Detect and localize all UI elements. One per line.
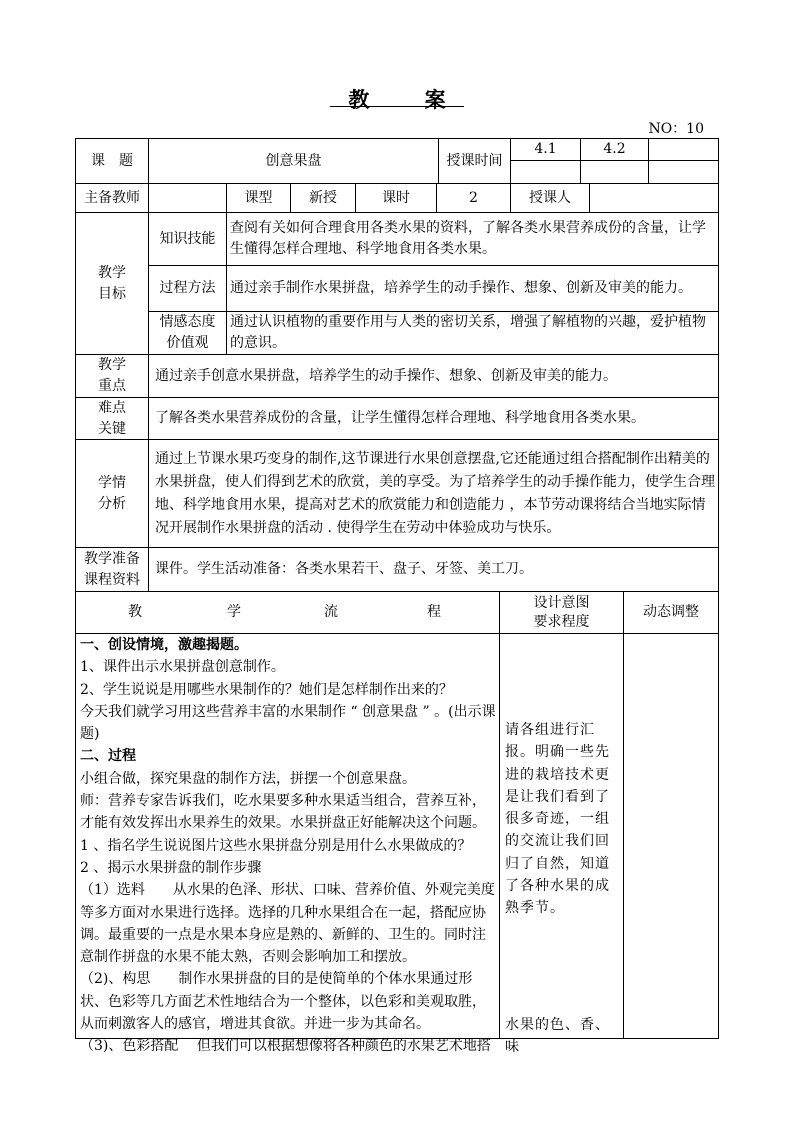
analysis-label: [76, 440, 148, 547]
lecturer-value: [590, 184, 718, 212]
process-header-c3: 流: [324, 604, 338, 620]
type-label: 课型: [244, 189, 273, 206]
goal-process-text: 通过亲手制作水果拼盘，培养学生的动手操作、想象、创新及审美的能力。: [230, 280, 692, 296]
goals-label-line-2: 目标: [98, 285, 126, 302]
process-line: 一、创设情境，激趣揭题。: [80, 637, 248, 653]
analysis-text: 通过上节课水果巧变身的制作,这节课进行水果创意摆盘,它还能通过组合搭配制作出精美的水果拼盘，使人们得到艺术的欣赏，美的享受。为了培养学生的动手操作能力，使学生合理地、科学地食用水果，提高对艺术的欣赏能力和创造能力 ，本节劳动课将结合当地实际情况开展制作水果拼盘的活动 . 使得学生在劳动中体验成功与快乐。: [155, 450, 715, 536]
difficulties-text: 了解各类水果营养成份的含量，让学生懂得怎样合理地、科学地食用各类水果。: [155, 410, 645, 426]
difficulties-label: [76, 398, 148, 439]
goal-knowledge-text: 查阅有关如何合理食用各类水果的资料，了解各类水果营养成份的含量，让学生懂得怎样合理地、科学地食用各类水果。: [230, 220, 706, 257]
process-header: [76, 592, 499, 633]
difficulties-label-2: 关键: [98, 420, 126, 437]
process-line: （2)、构思 制作水果拼盘的目的是使简单的个体水果通过形状、色彩等几方面艺术性地结合为一个整体，以色彩和美观取胜，从而刺激客人的感官，增进其食欲。并进一步为其命名。: [80, 971, 486, 1033]
date-cell-4: [511, 161, 580, 183]
date-cell-1: 4.1: [534, 141, 557, 157]
title-underline: [330, 106, 464, 107]
hours-value: 2: [469, 189, 478, 206]
prep-text: 课件。学生活动准备：各类水果若干、盘子、牙签、美工刀。: [155, 561, 533, 577]
design-intent-text-1: 请各组进行汇报。明确一些先进的栽培技术更是让我们看到了很多奇迹，一组的交流让我们回归了自然，知道了各种水果的成熟季节。: [505, 722, 610, 917]
design-intent-text-2: 水果的色、香、味: [505, 1017, 610, 1055]
type-value: 新授: [309, 189, 337, 206]
topic-label: 课 题: [91, 152, 133, 169]
process-header-c4: 程: [427, 604, 441, 620]
lecturer-label: 授课人: [529, 189, 571, 206]
teacher-label: 主备教师: [84, 189, 140, 206]
key-points-label: [76, 355, 148, 397]
process-line: 1、课件出示水果拼盘创意制作。: [80, 659, 285, 676]
process-line: （3)、色彩搭配 但我们可以根据想像将各种颜色的水果艺术地搭: [80, 1038, 491, 1055]
date-cell-5: [581, 161, 648, 183]
process-line: 今天我们就学习用这些营养丰富的水果制作 “ 创意果盘 ” 。(出示课题): [80, 703, 496, 743]
process-header-c2: 学: [227, 604, 241, 620]
process-line: 1 、指名学生说说图片这些水果拼盘分别是用什么水果做成的？: [80, 837, 472, 854]
process-line: 2、学生说说是用哪些水果制作的？她们是怎样制作出来的？: [80, 681, 453, 698]
document-title: [0, 84, 794, 114]
goal-attitude-label-2: 价值观: [166, 335, 209, 351]
key-points-text: 通过亲手创意水果拼盘，培养学生的动手操作、想象、创新及审美的能力。: [155, 367, 617, 384]
document-number: NO：10: [648, 121, 704, 137]
process-line: 2 、揭示水果拼盘的制作步骤: [80, 859, 262, 876]
key-points-label-2: 重点: [98, 378, 126, 394]
design-intent-header-1: 设计意图: [533, 594, 590, 611]
date-cell-6: [649, 161, 718, 183]
title-char-2: 案: [424, 87, 446, 112]
date-cell-2: 4.2: [603, 141, 626, 157]
prep-label-1: 教学准备: [84, 550, 140, 567]
date-cell-3: [649, 139, 718, 160]
title-char-1: 教: [348, 87, 370, 112]
goal-process-label: 过程方法: [159, 280, 216, 296]
design-intent-header: [500, 592, 623, 633]
dynamic-adjust-header: 动态调整: [643, 604, 699, 620]
process-line: 小组合做，探究果盘的制作方法，拼摆一个创意果盘。: [80, 770, 416, 787]
process-line: （1）选料 从水果的色泽、形状、口味、营养价值、外观完美度等多方面对水果进行选择。选择的几种水果组合在一起，搭配应协调。最重要的一点是水果本身应是熟的、新鲜的、卫生的。同时注意制作拼盘的水果不能太熟，否则会影响加工和摆放。: [80, 882, 495, 966]
goal-attitude-label-1: 情感态度: [159, 314, 216, 330]
design-intent-header-2: 要求程度: [533, 613, 590, 630]
difficulties-label-1: 难点: [98, 399, 126, 416]
goal-attitude-text: 通过认识植物的重要作用与人类的密切关系，增强了解植物的兴趣，爱护植物的意识。: [230, 314, 706, 351]
hours-label: 课时: [382, 189, 410, 206]
time-label: 授课时间: [446, 152, 503, 169]
process-line: 二、过程: [80, 748, 136, 765]
process-header-c1: 教: [128, 604, 142, 620]
prep-label: [76, 548, 148, 591]
goal-attitude-label: [149, 312, 226, 354]
goals-label-line-1: 教学: [98, 264, 126, 281]
prep-label-2: 课程资料: [84, 571, 140, 588]
analysis-label-1: 学情: [98, 474, 126, 491]
key-points-label-1: 教学: [98, 357, 126, 373]
process-content: [80, 634, 496, 1055]
goals-label: [76, 213, 148, 354]
topic-value: 创意果盘: [265, 152, 322, 169]
process-line: 师：营养专家告诉我们，吃水果要多种水果适当组合，营养互补，才能有效发挥出水果养生的效果。水果拼盘正好能解决这个问题。: [80, 793, 486, 832]
analysis-label-2: 分析: [98, 495, 126, 512]
goal-knowledge-label: 知识技能: [159, 230, 216, 247]
teacher-value: [149, 184, 226, 212]
